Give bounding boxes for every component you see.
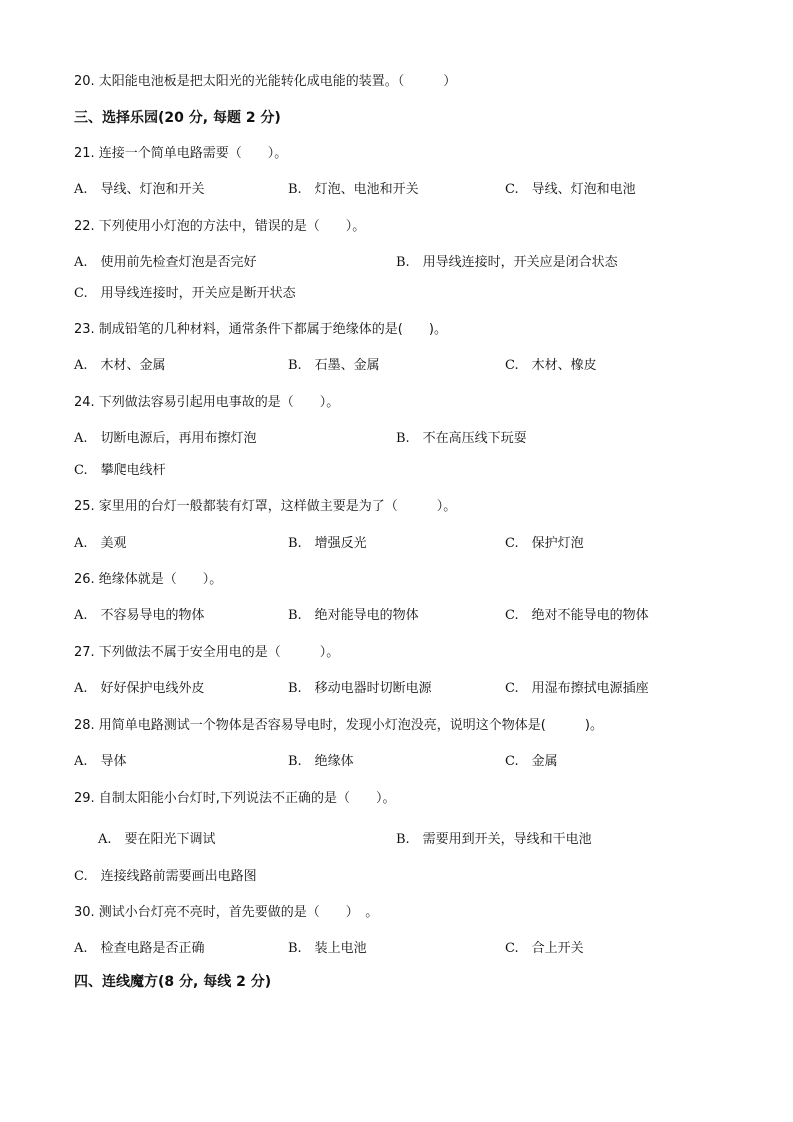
q24-option-c: C. 攀爬电线杆	[74, 463, 166, 478]
q25-option-a: A. 美观	[74, 536, 127, 551]
section-3-heading: 三、选择乐园(20 分, 每题 2 分)	[74, 110, 281, 126]
q26-option-a: A. 不容易导电的物体	[74, 608, 205, 623]
q29-option-c: C. 连接线路前需要画出电路图	[74, 869, 257, 884]
q23-option-a: A. 木材、金属	[74, 358, 166, 373]
q26-option-c: C. 绝对不能导电的物体	[505, 608, 649, 623]
q27-option-c: C. 用湿布擦拭电源插座	[505, 681, 649, 696]
q22-option-c: C. 用导线连接时，开关应是断开状态	[74, 286, 296, 301]
q25-option-c: C. 保护灯泡	[505, 536, 584, 551]
question-30: 30. 测试小台灯亮不亮时，首先要做的是（ ） 。	[74, 905, 379, 920]
q21-option-c: C. 导线、灯泡和电池	[505, 182, 636, 197]
section-4-heading: 四、连线魔方(8 分, 每线 2 分)	[74, 974, 272, 990]
q23-option-b: B. 石墨、金属	[288, 358, 380, 373]
question-28: 28. 用简单电路测试一个物体是否容易导电时，发现小灯泡没亮，说明这个物体是( )。	[74, 718, 603, 733]
q28-option-c: C. 金属	[505, 754, 558, 769]
question-21: 21. 连接一个简单电路需要（ ）。	[74, 146, 288, 161]
q25-option-b: B. 增强反光	[288, 536, 367, 551]
question-29: 29. 自制太阳能小台灯时,下列说法不正确的是（ ）。	[74, 791, 396, 806]
q29-option-a: A. 要在阳光下调试	[98, 832, 216, 847]
q29-option-b: B. 需要用到开关，导线和干电池	[396, 832, 592, 847]
question-22: 22. 下列使用小灯泡的方法中，错误的是（ ）。	[74, 219, 366, 234]
q27-option-b: B. 移动电器时切断电源	[288, 681, 432, 696]
question-27: 27. 下列做法不属于安全用电的是（ ）。	[74, 645, 340, 660]
q30-option-a: A. 检查电路是否正确	[74, 941, 205, 956]
q30-option-b: B. 装上电池	[288, 941, 367, 956]
question-23: 23. 制成铅笔的几种材料，通常条件下都属于绝缘体的是( )。	[74, 322, 447, 337]
q24-option-b: B. 不在高压线下玩耍	[396, 431, 527, 446]
q21-option-b: B. 灯泡、电池和开关	[288, 182, 419, 197]
question-25: 25. 家里用的台灯一般都装有灯罩，这样做主要是为了（ ）。	[74, 499, 457, 514]
question-26: 26. 绝缘体就是（ ）。	[74, 572, 223, 587]
q26-option-b: B. 绝对能导电的物体	[288, 608, 419, 623]
question-24: 24. 下列做法容易引起用电事故的是（ ）。	[74, 395, 340, 410]
q21-option-a: A. 导线、灯泡和开关	[74, 182, 205, 197]
question-20: 20. 太阳能电池板是把太阳光的光能转化成电能的装置。（ ）	[74, 74, 457, 89]
q24-option-a: A. 切断电源后，再用布擦灯泡	[74, 431, 257, 446]
q23-option-c: C. 木材、橡皮	[505, 358, 597, 373]
q22-option-a: A. 使用前先检查灯泡是否完好	[74, 255, 257, 270]
q27-option-a: A. 好好保护电线外皮	[74, 681, 205, 696]
q28-option-a: A. 导体	[74, 754, 127, 769]
q30-option-c: C. 合上开关	[505, 941, 584, 956]
q28-option-b: B. 绝缘体	[288, 754, 354, 769]
q22-option-b: B. 用导线连接时，开关应是闭合状态	[396, 255, 618, 270]
